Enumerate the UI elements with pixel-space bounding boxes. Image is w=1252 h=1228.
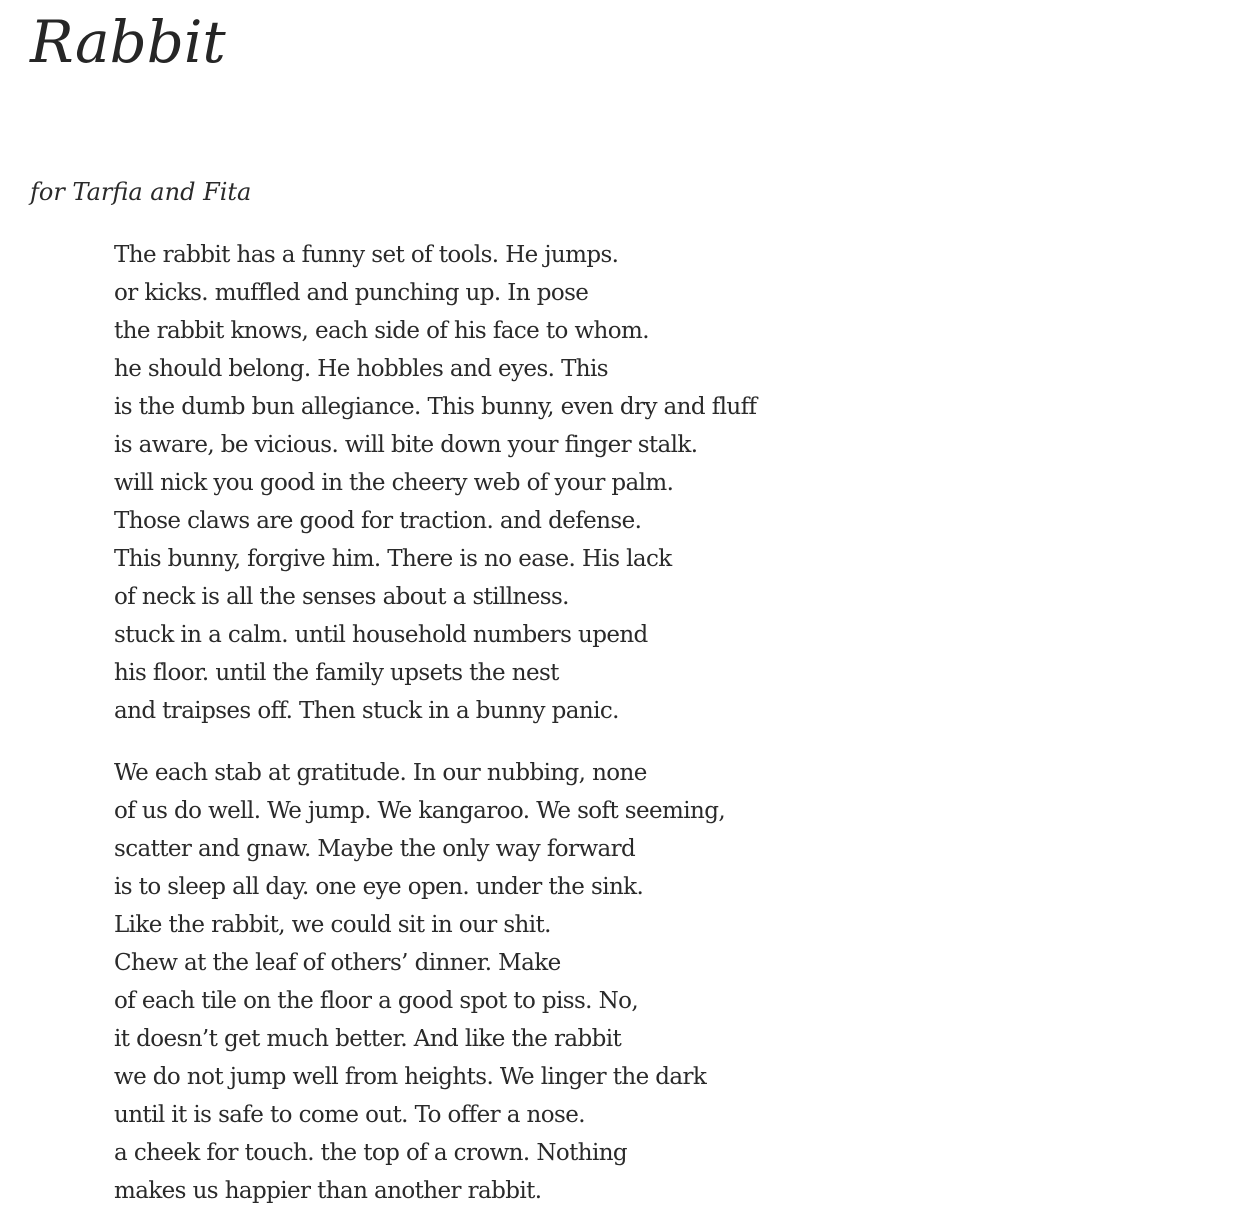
poem-line: until it is safe to come out. To offer a nose. [114,1102,585,1128]
poem-line: or kicks. muffled and punching up. In pose [114,280,589,306]
poem-dedication: for Tarfia and Fita [30,178,252,206]
poem-line: we do not jump well from heights. We linger the dark [114,1064,707,1090]
poem-line: is to sleep all day. one eye open. under the sink. [114,874,644,900]
poem-line: stuck in a calm. until household numbers upend [114,622,648,648]
poem-line: The rabbit has a funny set of tools. He jumps. [114,242,619,268]
stanza-2 [114,754,725,1210]
poem-line: it doesn’t get much better. And like the rabbit [114,1026,622,1052]
poem-line: his floor. until the family upsets the nest [114,660,559,686]
poem-line: This bunny, forgive him. There is no ease. His lack [114,546,672,572]
poem-line: is aware, be vicious. will bite down your finger stalk. [114,432,698,458]
poem-line: We each stab at gratitude. In our nubbing, none [114,760,647,786]
poem-line: Like the rabbit, we could sit in our shit. [114,912,551,938]
poem-line: Those claws are good for traction. and defense. [114,508,642,534]
poem-line: scatter and gnaw. Maybe the only way forward [114,836,636,862]
poem-line: of each tile on the floor a good spot to piss. No, [114,988,639,1014]
poem-line: of us do well. We jump. We kangaroo. We soft seeming, [114,798,726,824]
poem-line: Chew at the leaf of others’ dinner. Make [114,950,561,976]
poem-line: of neck is all the senses about a stillness. [114,584,569,610]
poem-line: is the dumb bun allegiance. This bunny, even dry and fluff [114,394,757,420]
poem-title: Rabbit [30,8,226,76]
stanza-1 [114,236,756,730]
poem-line: he should belong. He hobbles and eyes. This [114,356,608,382]
poem-line: and traipses off. Then stuck in a bunny panic. [114,698,619,724]
poem-line: will nick you good in the cheery web of your palm. [114,470,674,496]
poem-line: a cheek for touch. the top of a crown. Nothing [114,1140,628,1166]
poem-line: makes us happier than another rabbit. [114,1178,542,1204]
poem-line: the rabbit knows, each side of his face to whom. [114,318,649,344]
